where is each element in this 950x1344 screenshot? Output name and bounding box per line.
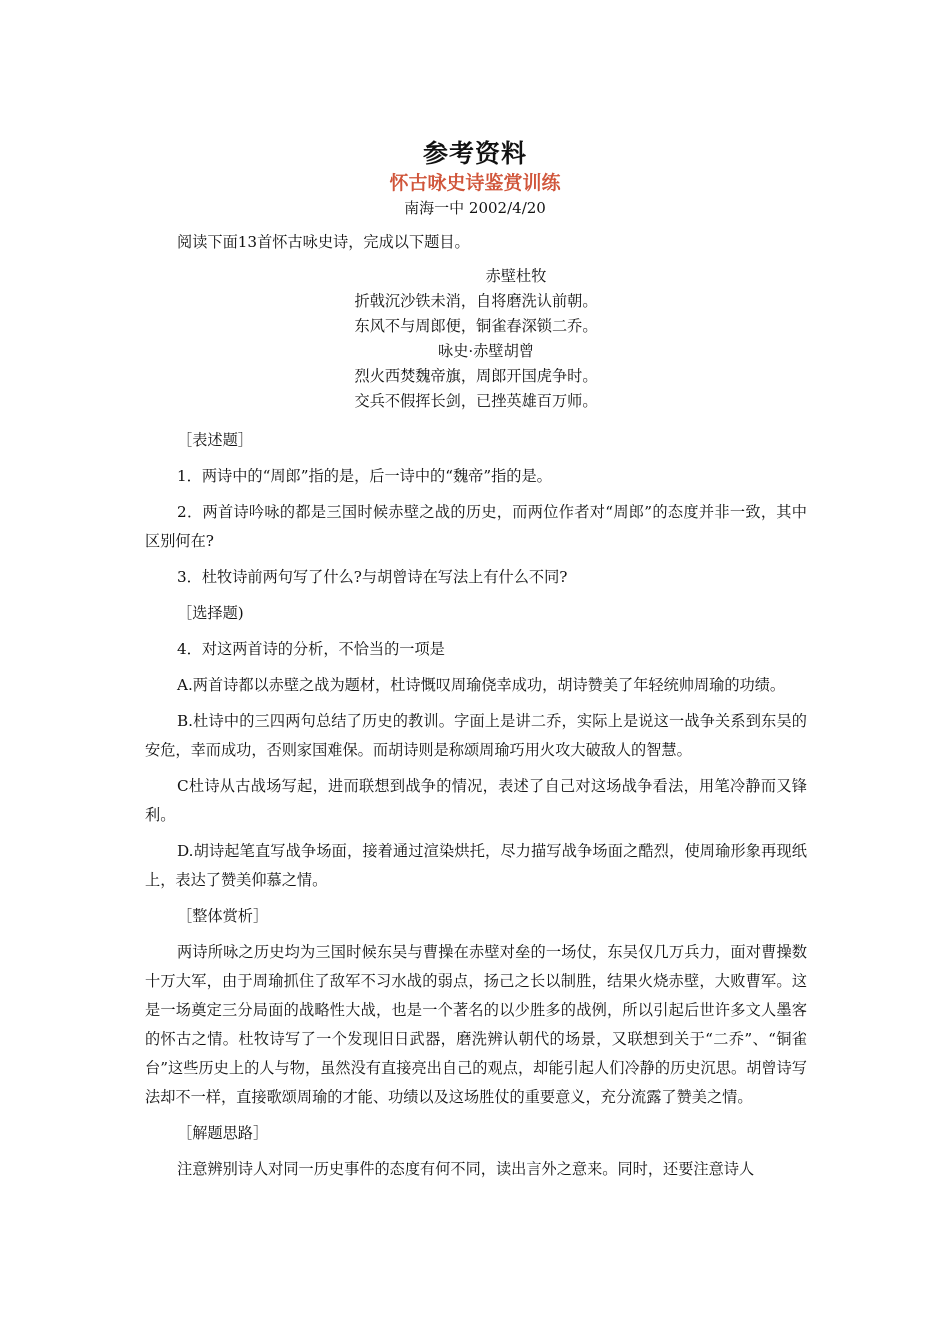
poem-block (145, 264, 807, 414)
poem-title: 赤壁杜牧 (485, 267, 547, 285)
page-title: 参考资料 (422, 139, 527, 168)
poem-line: 交兵不假挥长剑，已挫英雄百万师。 (354, 392, 598, 410)
page-subtitle: 怀古咏史诗鉴赏训练 (389, 172, 561, 194)
question-1: 1．两诗中的“周郎”指的是，后一诗中的“魏帝”指的是。 (177, 467, 552, 485)
analysis-paragraph: 两诗所咏之历史均为三国时候东吴与曹操在赤壁对垒的一场仗，东吴仅几万兵力，面对曹操数十万大军，由于周瑜抓住了敌军不习水战的弱点，扬己之长以制胜，结果火烧赤壁，大败曹军。这是一场奠定三分局面的战略性大战，也是一个著名的以少胜多的战例，所以引起后世许多文人墨客的怀古之情。杜牧诗写了一个发现旧日武器，磨洗辨认朝代的场景，又联想到关于“二乔”、“铜雀台”这些历史上的人与物，虽然没有直接亮出自己的观点，却能引起人们冷静的历史沉思。胡曾诗写法却不一样，直接歌颂周瑜的才能、功绩以及这场胜仗的重要意义，充分流露了赞美之情。 (145, 943, 807, 1106)
document-header (0, 138, 950, 220)
section-heading-jieti: ［解题思路］ (177, 1124, 269, 1142)
document-body (145, 228, 807, 1186)
question-4: 4．对这两首诗的分析，不恰当的一项是 (177, 640, 445, 658)
section-heading-xuanze: ［选择题) (177, 604, 244, 622)
question-2: 2．两首诗吟咏的都是三国时候赤壁之战的历史，而两位作者对“周郎”的态度并非一致，其中区别何在? (145, 503, 807, 550)
option-d: D.胡诗起笔直写战争场面，接着通过渲染烘托，尽力描写战争场面之酷烈，使周瑜形象再现纸上，表达了赞美仰慕之情。 (145, 842, 807, 889)
dateline: 南海一中 2002/4/20 (404, 199, 546, 217)
section-heading-biaoshu: ［表述题］ (177, 431, 253, 449)
option-a: A.两首诗都以赤壁之战为题材，杜诗慨叹周瑜侥幸成功，胡诗赞美了年轻统帅周瑜的功绩。 (177, 676, 786, 694)
option-b: B.杜诗中的三四两句总结了历史的教训。字面上是讲二乔，实际上是说这一战争关系到东吴的安危，幸而成功，否则家国难保。而胡诗则是称颂周瑜巧用火攻大破敌人的智慧。 (145, 712, 807, 759)
option-c: C杜诗从古战场写起，进而联想到战争的情况，表述了自己对这场战争看法，用笔冷静而又锋利。 (145, 777, 807, 824)
poem-line: 烈火西焚魏帝旗，周郎开国虎争时。 (354, 367, 598, 385)
section-heading-zhengti: ［整体赏析］ (177, 907, 269, 925)
question-3: 3．杜牧诗前两句写了什么?与胡曾诗在写法上有什么不同? (177, 568, 568, 586)
poem-line: 东风不与周郎便，铜雀春深锁二乔。 (354, 317, 598, 335)
hint-paragraph: 注意辨别诗人对同一历史事件的态度有何不同，读出言外之意来。同时，还要注意诗人 (177, 1160, 755, 1178)
poem-line: 折戟沉沙铁未消，自将磨洗认前朝。 (354, 292, 598, 310)
poem-title: 咏史·赤壁胡曾 (438, 342, 534, 360)
intro-paragraph: 阅读下面13首怀古咏史诗，完成以下题目。 (177, 233, 470, 251)
